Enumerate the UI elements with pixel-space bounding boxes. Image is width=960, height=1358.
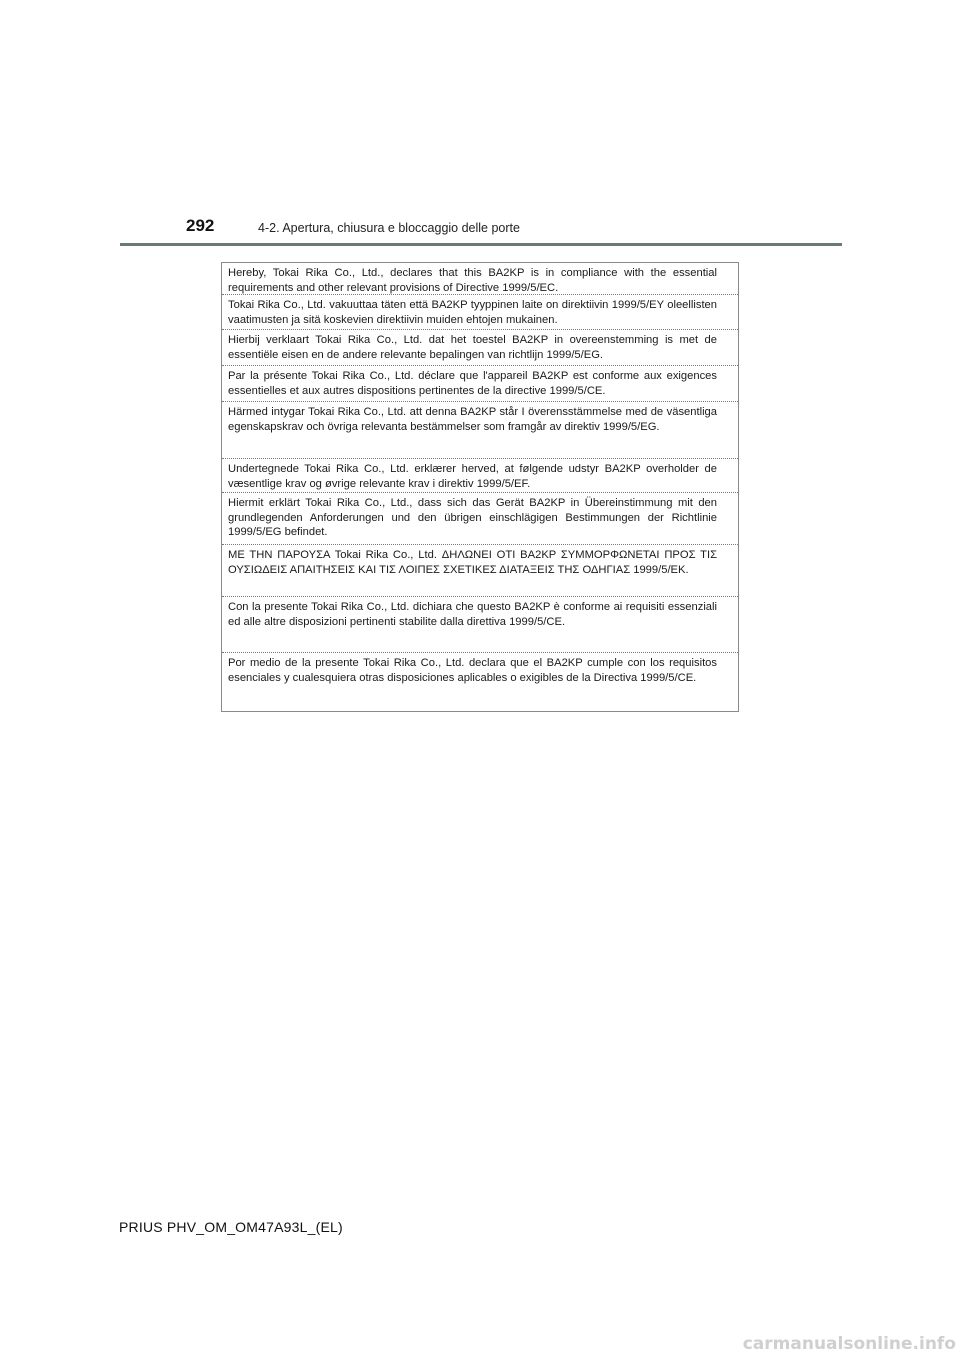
declaration-text: Por medio de la presente Tokai Rika Co., Ltd. declara que el BA2KP cumple con los requisitos esenciales y cualesquiera otras disposiciones aplicables o exigibles de la Directiva 1999/5/CE. <box>228 657 717 684</box>
header-divider <box>120 243 842 246</box>
declaration-row-dutch <box>222 330 738 366</box>
declaration-text: Par la présente Tokai Rika Co., Ltd. déclare que l'appareil BA2KP est conforme aux exigences essentielles et aux autres dispositions pertinentes de la directive 1999/5/CE. <box>228 370 717 397</box>
declaration-row-italian <box>222 597 738 653</box>
section-title: 4-2. Apertura, chiusura e bloccaggio delle porte <box>258 221 520 235</box>
declaration-text: Härmed intygar Tokai Rika Co., Ltd. att denna BA2KP står I överensstämmelse med de väsentliga egenskapskrav och övriga relevanta bestämmelser som framgår av direktiv 1999/5/EG. <box>228 406 717 433</box>
declaration-text: Hereby, Tokai Rika Co., Ltd., declares that this BA2KP is in compliance with the essential requirements and other relevant provisions of Directive 1999/5/EC. <box>228 267 717 294</box>
declaration-row-german <box>222 493 738 545</box>
declaration-text: Con la presente Tokai Rika Co., Ltd. dichiara che questo BA2KP è conforme ai requisiti essenziali ed alle altre disposizioni pertinenti stabilite dalla direttiva 1999/5/CE. <box>228 601 717 628</box>
declaration-text: Tokai Rika Co., Ltd. vakuuttaa täten että BA2KP tyyppinen laite on direktiivin 1999/5/EY oleellisten vaatimusten ja sitä koskevien direktiivin muiden ehtojen mukainen. <box>228 299 717 326</box>
declaration-row-spanish <box>222 653 738 712</box>
declaration-row-finnish <box>222 295 738 330</box>
page-number: 292 <box>186 216 215 235</box>
declaration-text: Undertegnede Tokai Rika Co., Ltd. erklærer herved, at følgende udstyr BA2KP overholder de væsentlige krav og øvrige relevante krav i direktiv 1999/5/EF. <box>228 463 717 490</box>
declaration-row-english <box>222 263 738 295</box>
declaration-text: Hierbij verklaart Tokai Rika Co., Ltd. dat het toestel BA2KP in overeenstemming is met de essentiële eisen en de andere relevante bepalingen van richtlijn 1999/5/EG. <box>228 334 717 361</box>
declaration-row-swedish <box>222 402 738 459</box>
watermark: carmanualsonline.info <box>742 1334 956 1354</box>
declaration-row-greek <box>222 545 738 597</box>
document-id: PRIUS PHV_OM_OM47A93L_(EL) <box>119 1219 343 1235</box>
declaration-text: Hiermit erklärt Tokai Rika Co., Ltd., dass sich das Gerät BA2KP in Übereinstimmung mit den grundlegenden Anforderungen und den übrigen einschlägigen Bestimmungen der Richtlinie 1999/5/EG befindet. <box>228 497 717 538</box>
declaration-text: ΜΕ ΤΗΝ ΠΑΡΟΥΣΑ Tokai Rika Co., Ltd. ΔΗΛΩΝΕΙ ΟΤΙ BA2KP ΣΥΜΜΟΡΦΩΝΕΤΑΙ ΠΡΟΣ ΤΙΣ ΟΥΣΙΩΔΕΙΣ ΑΠΑΙΤΗΣΕΙΣ ΚΑΙ ΤΙΣ ΛΟΙΠΕΣ ΣΧΕΤΙΚΕΣ ΔΙΑΤΑΞΕΙΣ ΤΗΣ ΟΔΗΓΙΑΣ 1999/5/ΕΚ. <box>228 549 717 576</box>
declaration-row-french <box>222 366 738 402</box>
declaration-table <box>221 262 739 712</box>
declaration-row-danish <box>222 459 738 493</box>
